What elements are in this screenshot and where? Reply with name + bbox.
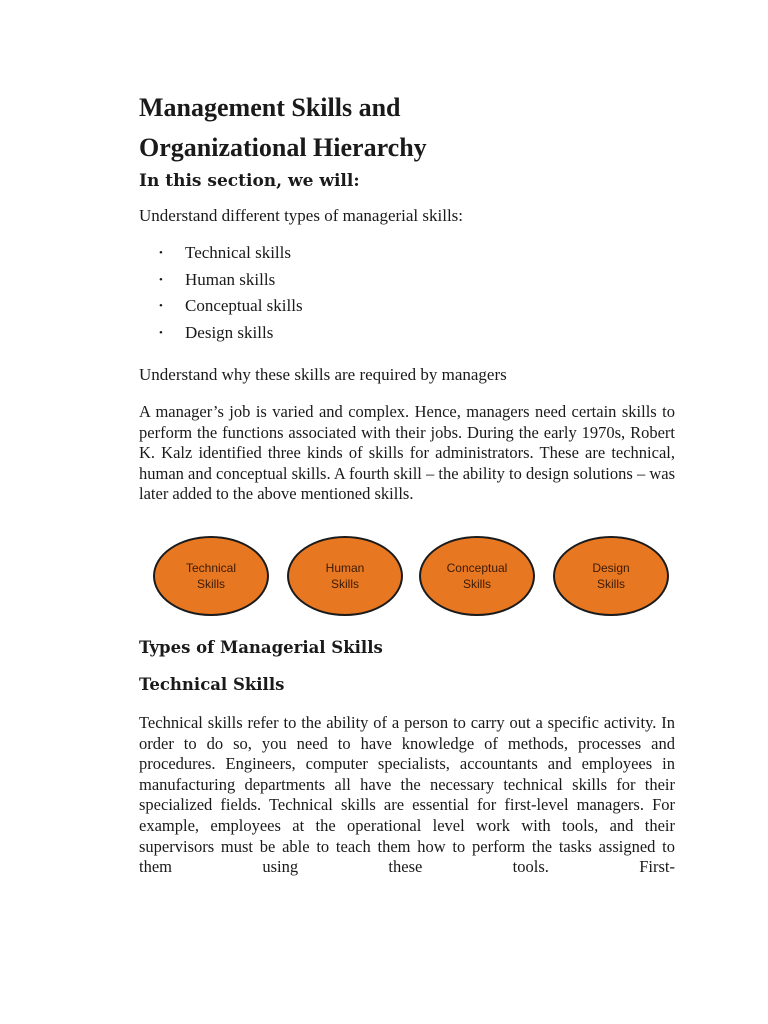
design-skills-oval [553, 536, 669, 616]
technical-skills-paragraph: Technical skills refer to the ability of a person to carry out a specific activity. In order to do so, you need to have knowledge of methods, processes and procedures. Engineers, computer specialists, accountants and employees in manufacturing departments all have the necessary technical skills for their specialized fields. Technical skills are essential for first-level managers. For example, employees at the operational level work with tools, and their supervisors must be able to teach them how to perform the tasks assigned to them using these tools. First- [139, 713, 675, 877]
section-heading: Types of Managerial Skills [139, 638, 383, 657]
oval-label-line1: Design [592, 561, 630, 575]
oval-label-line1: Conceptual [446, 561, 508, 575]
paragraph-1: A manager’s job is varied and complex. Hence, managers need certain skills to perform the functions associated with their jobs. During the early 1970s, Robert K. Kalz identified three kinds of skills for administrators. These are technical, human and conceptual skills. A fourth skill – the ability to design solutions – was later added to the above mentioned skills. [139, 402, 675, 504]
list-item: • Design skills [185, 320, 675, 347]
list-item: • Human skills [185, 267, 675, 294]
title-line-1: Management Skills and [139, 93, 401, 122]
list-item: • Conceptual skills [185, 293, 675, 320]
page-title [139, 88, 675, 168]
document-body [139, 88, 675, 505]
skills-diagram [153, 536, 669, 616]
why-text: Understand why these skills are required by managers [139, 365, 507, 384]
technical-skills-oval [153, 536, 269, 616]
oval-label-line2: Skills [330, 577, 359, 591]
oval-label-line2: Skills [462, 577, 491, 591]
human-skills-oval [287, 536, 403, 616]
subsection-heading: Technical Skills [139, 675, 285, 694]
intro-text: Understand different types of managerial skills: [139, 206, 464, 225]
list-item: • Technical skills [185, 240, 675, 267]
title-line-2: Organizational Hierarchy [139, 133, 427, 162]
oval-label-line2: Skills [196, 577, 225, 591]
skills-list [139, 240, 675, 346]
conceptual-skills-oval [419, 536, 535, 616]
oval-label-line1: Human [325, 561, 365, 575]
oval-label-line1: Technical [185, 561, 237, 575]
section-subtitle: In this section, we will: [139, 171, 360, 191]
oval-label-line2: Skills [596, 577, 625, 591]
